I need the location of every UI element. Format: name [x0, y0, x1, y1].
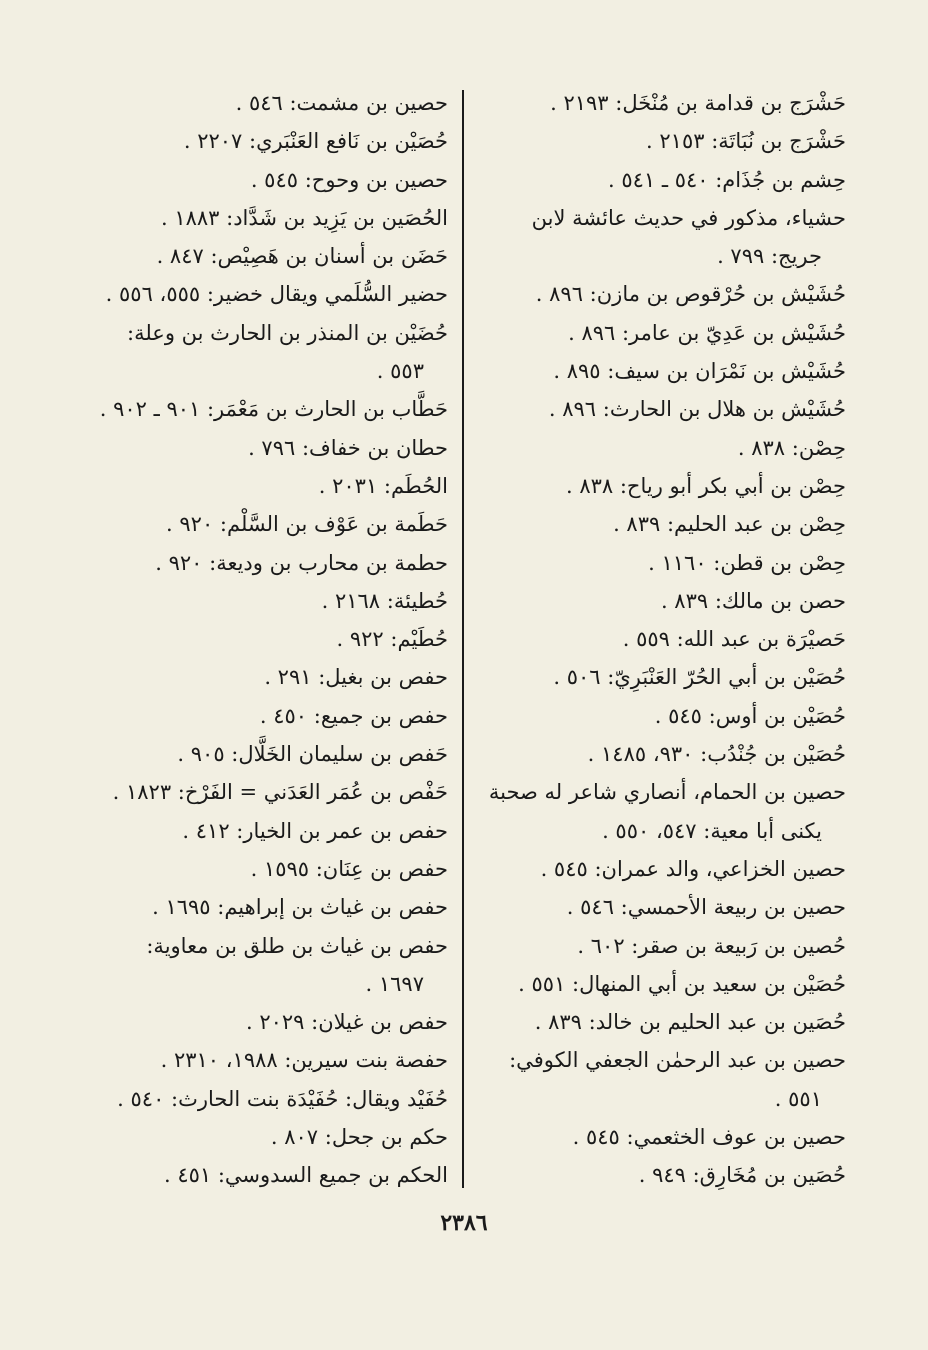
entry-text: حصين بن عبد الرحمٰن الجعفي الكوفي:: [509, 1048, 846, 1073]
index-entry: [468, 965, 846, 1003]
entry-text: الحكم بن جميع السدوسي: ٤٥١ .: [163, 1163, 448, 1188]
entry-text: حُشَيْش بن حُرْقوص بن مازن: ٨٩٦ .: [535, 282, 846, 307]
entry-text: حطان بن خفاف: ٧٩٦ .: [248, 435, 448, 460]
column-divider: [462, 90, 464, 1188]
index-entry: [76, 1003, 448, 1041]
index-entry: [468, 735, 846, 773]
entry-text: حُصَين بن مُخَارِق: ٩٤٩ .: [638, 1163, 846, 1188]
index-entry: [76, 620, 448, 658]
index-entry: [468, 1003, 846, 1041]
entry-text: حفص بن عِنَان: ١٥٩٥ .: [250, 856, 448, 881]
index-entry: [76, 84, 448, 122]
index-entry: [76, 429, 448, 467]
entry-text: حُصَين بن عبد الحليم بن خالد: ٨٣٩ .: [534, 1010, 846, 1035]
entry-text: حَطَمة بن عَوْف بن السَّلْم: ٩٢٠ .: [166, 512, 448, 537]
index-entry: [468, 773, 846, 850]
index-entry: [468, 888, 846, 926]
index-entry: [76, 927, 448, 1004]
entry-text: حِصْن بن أبي بكر أبو رياح: ٨٣٨ .: [565, 473, 846, 498]
index-entry: [76, 697, 448, 735]
entry-text: حصين بن وحوح: ٥٤٥ .: [250, 167, 448, 192]
entry-text: حُصَيْن بن أبي الحُرّ العَنْبَرِيّ: ٥٠٦ .: [553, 665, 846, 690]
index-entry: [468, 84, 846, 122]
entry-text: حفص بن غياث بن طلق بن معاوية:: [146, 933, 448, 958]
index-entry: [76, 314, 448, 391]
entry-text: حُضَيْن بن المنذر بن الحارث بن وعلة:: [127, 320, 448, 345]
page-number: ٢٣٨٦: [440, 1210, 488, 1236]
index-entry: [468, 467, 846, 505]
entry-text: حِصْن بن قطن: ١١٦٠ .: [648, 550, 846, 575]
entry-text: حُفَيْد ويقال: حُفَيْدَة بنت الحارث: ٥٤٠ .: [117, 1086, 448, 1111]
index-entry: [468, 850, 846, 888]
entry-text: حفص بن بغيل: ٢٩١ .: [264, 665, 448, 690]
entry-text: حَشْرَج بن نُبَاتَة: ٢١٥٣ .: [646, 129, 846, 154]
index-entry: [468, 582, 846, 620]
entry-text: حُصَيْن بن نَافع العَنْبَري: ٢٢٠٧ .: [183, 129, 448, 154]
entry-text: حصين بن مشمت: ٥٤٦ .: [235, 91, 448, 115]
entry-text: حُشَيْش بن هلال بن الحارث: ٨٩٦ .: [548, 397, 846, 422]
entry-text: حَفْص بن عُمَر العَدَني = الفَرْخ: ١٨٢٣ .: [112, 780, 448, 805]
index-entry: [76, 658, 448, 696]
index-entry: [468, 927, 846, 965]
entry-text: حِصْن: ٨٣٨ .: [737, 435, 846, 460]
entry-text: حكم بن جحل: ٨٠٧ .: [270, 1125, 448, 1150]
entry-text: حصين بن عوف الخثعمي: ٥٤٥ .: [572, 1125, 846, 1150]
index-entry: [76, 122, 448, 160]
entry-continuation: ٥٥١ .: [774, 1086, 822, 1111]
entry-text: حُشَيْش بن عَدِيّ بن عامر: ٨٩٦ .: [568, 320, 846, 345]
index-entry: [468, 352, 846, 390]
index-entry: [468, 275, 846, 313]
entry-text: حصين الخزاعي، والد عمران: ٥٤٥ .: [540, 856, 846, 881]
entry-text: حفص بن جميع: ٤٥٠ .: [259, 703, 448, 728]
entry-text: حَفص بن سليمان الخَلَّال: ٩٠٥ .: [177, 742, 448, 767]
entry-continuation: ١٦٩٧ .: [365, 971, 424, 996]
index-entry: [76, 1080, 448, 1118]
index-entry: [76, 1118, 448, 1156]
entry-text: حفصة بنت سيرين: ١٩٨٨، ٢٣١٠ .: [160, 1048, 448, 1073]
index-entry: [76, 1156, 448, 1194]
entry-text: الحُطَم: ٢٠٣١ .: [318, 473, 448, 498]
index-entry: [76, 544, 448, 582]
entry-text: حُطيئة: ٢١٦٨ .: [321, 588, 448, 613]
entry-text: حفص بن غيلان: ٢٠٢٩ .: [245, 1010, 448, 1035]
index-entry: [468, 122, 846, 160]
index-entry: [468, 314, 846, 352]
entry-continuation: جريج: ٧٩٩ .: [717, 244, 822, 269]
index-entry: [468, 1118, 846, 1156]
entry-text: حُشَيْش بن نَمْرَان بن سيف: ٨٩٥ .: [553, 359, 846, 384]
entry-text: حصين بن الحمام، أنصاري شاعر له صحبة: [488, 780, 846, 805]
entry-text: حصين بن ربيعة الأحمسي: ٥٤٦ .: [566, 895, 846, 920]
index-column-left: [76, 84, 448, 1195]
entry-text: حفص بن غياث بن إبراهيم: ١٦٩٥ .: [152, 895, 448, 920]
index-entry: [76, 161, 448, 199]
index-entry: [468, 1041, 846, 1118]
entry-text: حضير السُّلَمي ويقال خضير: ٥٥٥، ٥٥٦ .: [105, 282, 448, 307]
entry-text: حفص بن عمر بن الخيار: ٤١٢ .: [182, 818, 448, 843]
entry-text: حَطَّاب بن الحارث بن مَعْمَر: ٩٠١ ـ ٩٠٢ .: [99, 397, 448, 422]
index-entry: [76, 505, 448, 543]
entry-text: حَشْرَج بن قدامة بن مُنْخَل: ٢١٩٣ .: [550, 91, 846, 115]
index-entry: [76, 773, 448, 811]
entry-text: حصن بن مالك: ٨٣٩ .: [660, 588, 846, 613]
entry-text: حُصين بن رَبيعة بن صقر: ٦٠٢ .: [577, 933, 846, 958]
entry-continuation: يكنى أبا معية: ٥٤٧، ٥٥٠ .: [602, 818, 822, 843]
index-entry: [468, 161, 846, 199]
entry-text: حِصْن بن عبد الحليم: ٨٣٩ .: [613, 512, 846, 537]
index-entry: [468, 1156, 846, 1194]
entry-text: حِشم بن جُذَام: ٥٤٠ ـ ٥٤١ .: [607, 167, 846, 192]
index-entry: [468, 429, 846, 467]
entry-text: حُصَيْن بن جُنْدُب: ٩٣٠، ١٤٨٥ .: [587, 742, 846, 767]
index-entry: [468, 544, 846, 582]
entry-text: حُطَيْم: ٩٢٢ .: [336, 627, 448, 652]
index-entry: [76, 390, 448, 428]
index-entry: [76, 850, 448, 888]
entry-continuation: ٥٥٣ .: [376, 359, 424, 384]
index-entry: [468, 620, 846, 658]
index-entry: [76, 582, 448, 620]
entry-text: حَضَن بن أسنان بن هَصِيْص: ٨٤٧ .: [156, 244, 448, 269]
index-entry: [468, 390, 846, 428]
index-entry: [468, 199, 846, 276]
entry-text: حُصَيْن بن أوس: ٥٤٥ .: [654, 703, 846, 728]
index-entry: [468, 505, 846, 543]
entry-text: حَصيْرَة بن عبد الله: ٥٥٩ .: [622, 627, 846, 652]
entry-text: حطمة بن محارب بن وديعة: ٩٢٠ .: [155, 550, 448, 575]
index-entry: [468, 697, 846, 735]
index-entry: [76, 275, 448, 313]
index-entry: [76, 888, 448, 926]
index-entry: [76, 735, 448, 773]
index-entry: [76, 467, 448, 505]
entry-text: حُصَيْن بن سعيد بن أبي المنهال: ٥٥١ .: [518, 971, 846, 996]
entry-text: حشياء، مذكور في حديث عائشة لابن: [531, 205, 846, 230]
index-entry: [76, 237, 448, 275]
index-entry: [76, 199, 448, 237]
entry-text: الحُصَين بن يَزِيد بن شَدَّاد: ١٨٨٣ .: [160, 205, 448, 230]
index-entry: [76, 812, 448, 850]
index-entry: [468, 658, 846, 696]
index-column-right: [468, 84, 846, 1195]
index-entry: [76, 1041, 448, 1079]
